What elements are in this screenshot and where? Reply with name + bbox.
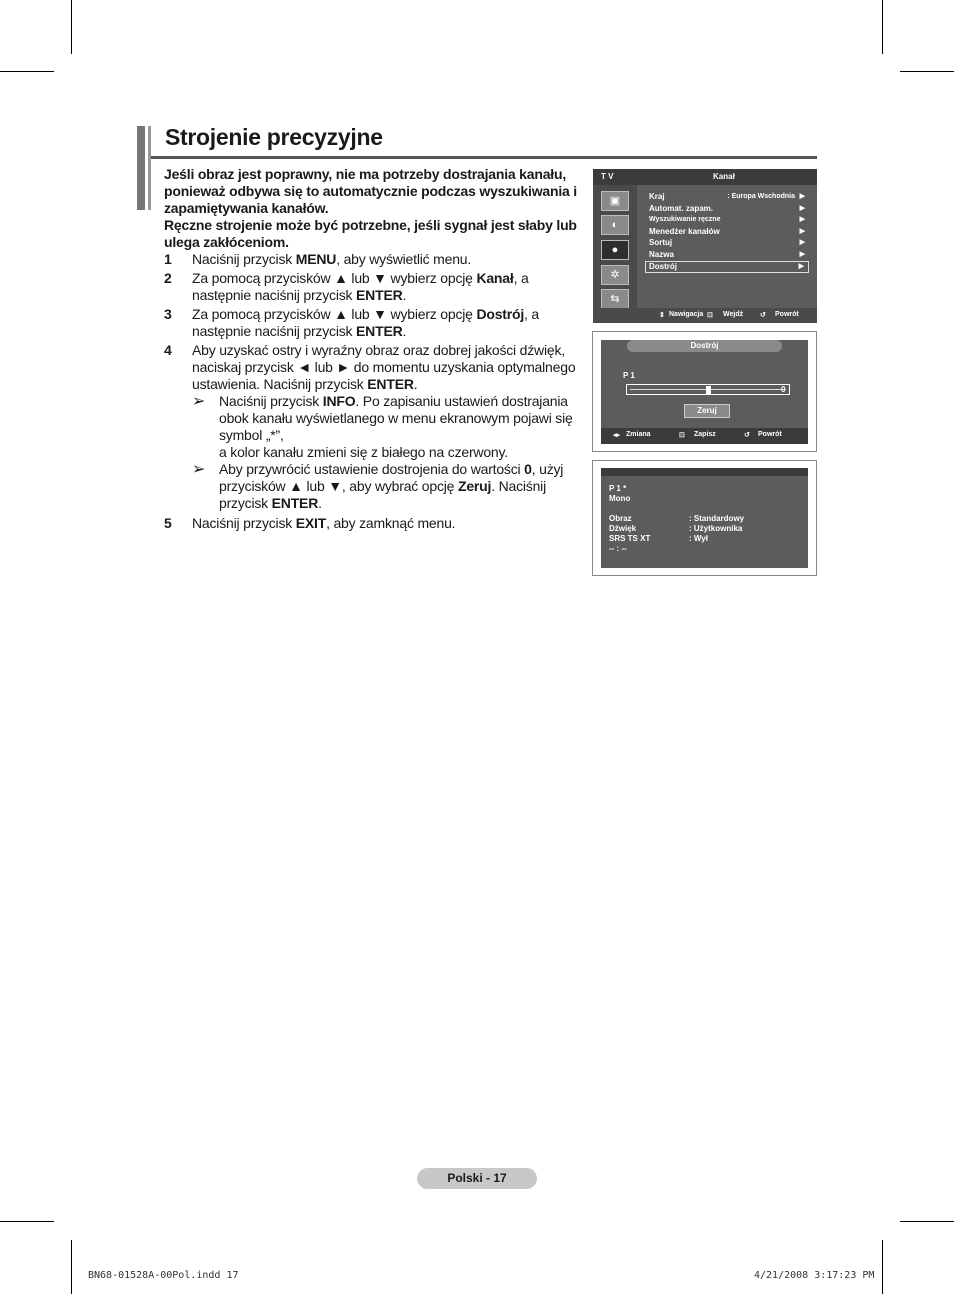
note-text: . — [318, 495, 322, 511]
key-name: ENTER — [356, 323, 403, 339]
menu-tv-label: T V — [601, 172, 614, 181]
fine-tune-footer — [601, 428, 808, 444]
key-name: MENU — [295, 251, 337, 267]
note-text: . Po zapisaniu ustawień dostrajania obok kanału wyświetlanego w menu ekranowym pojawi się symbol „*”, — [219, 393, 573, 443]
step-text: . — [402, 323, 407, 339]
sound-icon[interactable]: ◐ — [601, 215, 629, 235]
info-row-value: : Standardowy — [689, 514, 745, 523]
info-time: -- : -- — [609, 544, 627, 553]
crop-mark — [882, 1240, 883, 1294]
menu-item-value: : Europa Wschodnia — [727, 193, 795, 200]
note-text: , użyj przycisków ▲ lub ▼, aby wybrać opcję — [219, 461, 564, 494]
arrow-right-icon: ▶ — [799, 251, 805, 258]
menu-item-manual-store[interactable] — [645, 214, 809, 226]
step-4 — [164, 342, 584, 512]
reset-button[interactable]: Zeruj — [684, 404, 730, 418]
left-right-icon: ◂▸ — [613, 432, 621, 439]
menu-item-label: Menedżer kanałów — [649, 227, 720, 236]
note-text: Naciśnij przycisk — [219, 393, 323, 409]
option-name: Dostrój — [476, 306, 525, 322]
channel-icon[interactable]: ● — [601, 240, 629, 260]
fine-tune-screen — [601, 340, 808, 444]
step-5 — [164, 515, 584, 532]
info-row-label: SRS TS XT — [609, 534, 651, 543]
step-number: 1 — [164, 251, 172, 267]
option-name: Kanał — [476, 270, 514, 286]
step-number: 3 — [164, 306, 172, 322]
return-icon: ↺ — [760, 312, 766, 319]
option-name: Zeruj — [457, 478, 492, 494]
crop-mark — [882, 0, 883, 54]
slider-knob[interactable] — [706, 386, 711, 394]
note — [192, 393, 584, 461]
step-1 — [164, 251, 584, 268]
step-text: . — [402, 287, 407, 303]
footer-back: Powrót — [775, 311, 799, 318]
step-number: 4 — [164, 342, 172, 358]
menu-item-label: Automat. zapam. — [649, 204, 714, 213]
crop-mark — [0, 71, 54, 72]
menu-item-name[interactable] — [645, 249, 809, 261]
menu-item-label: Kraj — [649, 192, 665, 201]
arrow-right-icon: ▶ — [799, 205, 805, 212]
info-screen — [601, 468, 808, 568]
menu-item-label: Nazwa — [649, 250, 674, 259]
step-2 — [164, 270, 584, 304]
fine-tune-title: Dostrój — [627, 340, 782, 352]
footer-change: Zmiana — [626, 431, 651, 438]
tv-menu-screen — [593, 169, 817, 323]
title-decoration — [137, 126, 145, 210]
slug-date: 4/21/2008 3:17:23 PM — [754, 1270, 875, 1281]
crop-mark — [900, 1221, 954, 1222]
arrow-right-icon: ▶ — [799, 239, 805, 246]
title-decoration — [148, 126, 151, 210]
channel-label: P 1 — [623, 371, 635, 380]
title-rule — [151, 156, 817, 159]
footer-save: Zapisz — [694, 431, 716, 438]
note-text: a kolor kanału zmieni się z białego na czerwony. — [219, 444, 508, 460]
info-channel: P 1 * — [609, 484, 627, 493]
page-number: Polski - 17 — [417, 1168, 537, 1189]
fine-tune-slider[interactable] — [626, 384, 790, 395]
step-text: , aby wyświetlić menu. — [336, 251, 472, 267]
menu-item-label: Dostrój — [649, 262, 677, 271]
menu-title: Kanał — [713, 172, 735, 181]
steps-list — [164, 251, 584, 534]
menu-item-fine-tune[interactable] — [645, 261, 809, 273]
footer-nav: Nawigacja — [669, 311, 704, 318]
intro-paragraph: Ręczne strojenie może być potrzebne, jeśli sygnał jest słaby lub ulega zakłóceniom. — [164, 217, 577, 250]
arrow-right-icon: ▶ — [799, 193, 805, 200]
input-icon[interactable]: ⇆ — [601, 289, 629, 309]
step-3 — [164, 306, 584, 340]
page-title: Strojenie precyzyjne — [165, 124, 383, 150]
crop-mark — [0, 1221, 54, 1222]
intro-text — [164, 166, 584, 251]
arrow-right-icon: ▶ — [799, 228, 805, 235]
info-row-value: : Wył — [689, 534, 708, 543]
step-text: Naciśnij przycisk — [192, 251, 296, 267]
step-text: , aby zamknąć menu. — [326, 515, 456, 531]
crop-mark — [900, 71, 954, 72]
menu-item-sort[interactable] — [645, 237, 809, 249]
info-row-label: Obraz — [609, 514, 632, 523]
key-name: ENTER — [367, 376, 414, 392]
key-name: EXIT — [295, 515, 327, 531]
footer-enter: Wejdź — [723, 311, 744, 318]
key-name: ENTER — [356, 287, 403, 303]
note-arrow-icon: ➢ — [192, 393, 206, 410]
arrow-right-icon: ▶ — [799, 216, 805, 223]
step-text: Aby uzyskać ostry i wyraźny obraz oraz dobrej jakości dźwięk, naciskaj przycisk ◄ lub ► do momentu uzyskania optymalnego ustawienia. Naciśnij przycisk — [192, 342, 576, 392]
note-text: . Naciśnij przycisk — [219, 478, 546, 511]
crop-mark — [71, 1240, 72, 1294]
setup-icon[interactable]: ✲ — [601, 265, 629, 285]
note-arrow-icon: ➢ — [192, 461, 206, 478]
info-header — [601, 468, 808, 476]
menu-item-label: Sortuj — [649, 238, 673, 247]
step-number: 5 — [164, 515, 172, 531]
note — [192, 461, 584, 512]
step-text: , a następnie naciśnij przycisk — [192, 270, 529, 303]
info-row-label: Dźwięk — [609, 524, 637, 533]
key-name: ENTER — [271, 495, 319, 511]
step-text: . — [413, 376, 418, 392]
picture-icon[interactable]: ▣ — [601, 191, 629, 211]
menu-item-label: Wyszukiwanie ręczne — [649, 216, 721, 223]
return-icon: ↺ — [744, 432, 750, 439]
step-text: Za pomocą przycisków ▲ lub ▼ wybierz opcję — [192, 270, 477, 286]
step-text: Za pomocą przycisków ▲ lub ▼ wybierz opcję — [192, 306, 477, 322]
info-audio: Mono — [609, 494, 631, 503]
crop-mark — [71, 0, 72, 54]
arrow-right-icon: ▶ — [798, 263, 804, 270]
fine-tune-value: 0 — [781, 385, 786, 394]
menu-header — [593, 169, 817, 185]
enter-icon: ⊡ — [707, 312, 713, 319]
note-text: Aby przywrócić ustawienie dostrojenia do wartości — [219, 461, 525, 477]
value-name: 0 — [524, 461, 532, 477]
intro-paragraph: Jeśli obraz jest poprawny, nie ma potrzeby dostrajania kanału, ponieważ odbywa się to automatycznie podczas wyszukiwania i zapamiętywania kanałów. — [164, 166, 577, 216]
step-number: 2 — [164, 270, 172, 286]
menu-footer — [593, 308, 817, 323]
footer-back: Powrót — [758, 431, 782, 438]
step-text: , a następnie naciśnij przycisk — [192, 306, 540, 339]
enter-icon: ⊡ — [679, 432, 685, 439]
step-text: Naciśnij przycisk — [192, 515, 296, 531]
slug-file: BN68-01528A-00Pol.indd 17 — [88, 1270, 239, 1281]
info-row-value: : Użytkownika — [689, 524, 743, 533]
menu-sidebar — [593, 185, 637, 309]
key-name: INFO — [322, 393, 356, 409]
up-down-icon: ⇕ — [659, 312, 665, 319]
menu-item-country[interactable] — [645, 191, 809, 203]
